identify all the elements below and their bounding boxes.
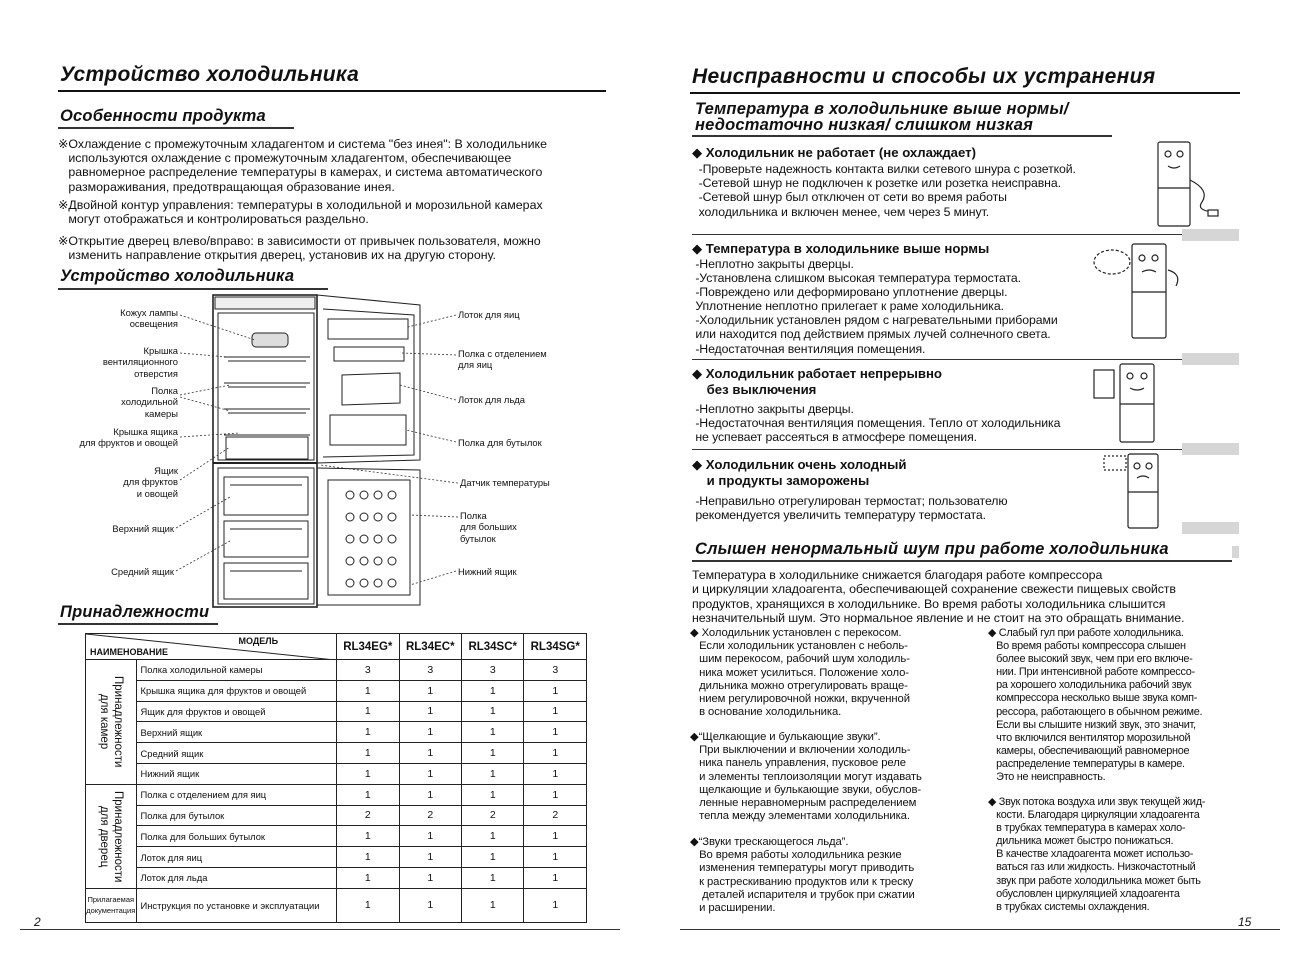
row-value: 1 [337, 743, 399, 764]
page-number-left: 2 [34, 915, 41, 929]
row-value: 2 [524, 805, 587, 826]
noise-item: ◆ Звук потока воздуха или звук текущей жид- кости. Благодаря циркуляции хладоагента в трубках температура в камерах холо- дильника может быстро понижаться. В качестве хладоагента может использо- ваться газ или жидкость. Низкочастотный звук при работе холодильника может быть обусловлен циркуляцией хладоагента в трубках системы охлаждения. [988, 796, 1206, 913]
group-label-cell [86, 660, 137, 785]
row-value: 1 [337, 847, 399, 868]
row-value: 1 [462, 867, 524, 888]
fridge-cold-illustration [1098, 450, 1178, 530]
noise-underline [692, 560, 1232, 562]
issue-body: -Неплотно закрыты дверцы. -Установлена слишком высокая температура термостата. -Повреждено или деформировано уплотнение дверцы. Уплотнение неплотно прилегает к раме холодильника. -Холодильник установлен рядом с нагревательными приборами или находится под действием прямых лучей солнечного света. -Недостаточная вентиляция помещения. [695, 257, 1058, 356]
noise-item: ◆ Холодильник установлен с перекосом. Если холодильник установлен с неболь- шим перекосом, рабочий шум холодиль- ника может усилиться. Положение холо- дильника можно отрегулировать враще- нием регулировочной ножки, вкрученной в основание холодильника. [690, 627, 910, 719]
label-bottle-shelf: Полка для бутылок [458, 437, 542, 448]
table-row [86, 701, 587, 722]
row-value: 1 [524, 763, 587, 784]
table-row [86, 784, 587, 805]
row-value: 3 [524, 660, 587, 681]
row-value: 1 [337, 722, 399, 743]
row-value: 2 [399, 805, 461, 826]
section-bar [1182, 522, 1239, 534]
label-crisper-cover: Крышка ящика для фруктов и овощей [79, 426, 178, 449]
row-value: 1 [337, 763, 399, 784]
label-big-bottle-shelf: Полка для больших бутылок [460, 510, 517, 544]
issue-body: -Неплотно закрыты дверцы. -Недостаточная вентиляция помещения. Тепло от холодильника не успевает рассеяться в атмосфере помещения. [695, 402, 1061, 445]
group-label: Прилагаемая документация [86, 888, 137, 922]
row-name: Лоток для льда [136, 867, 337, 888]
row-value: 3 [399, 660, 461, 681]
model-col-header: RL34SC* [462, 634, 524, 660]
group-label: Принадлежности для камер [97, 676, 124, 768]
accessories-heading: Принадлежности [60, 603, 210, 621]
label-middle-drawer: Средний ящик [111, 566, 174, 577]
row-value: 2 [462, 805, 524, 826]
fridge-unplugged-illustration [1140, 140, 1230, 230]
label-lamp-cover: Кожух лампы освещения [120, 307, 178, 330]
row-value: 1 [524, 722, 587, 743]
row-value: 1 [462, 784, 524, 805]
row-value: 1 [337, 680, 399, 701]
table-row [86, 660, 587, 681]
row-name: Полка холодильной камеры [136, 660, 337, 681]
row-value: 1 [524, 867, 587, 888]
temp-heading-underline [692, 135, 1112, 137]
row-value: 3 [337, 660, 399, 681]
row-value: 1 [524, 847, 587, 868]
section-bar [1182, 443, 1239, 455]
row-value: 1 [462, 680, 524, 701]
noise-item: ◆ Слабый гул при работе холодильника. Во время работы компрессора слышен более высокий звук, чем при его включе- нии. При интенсивной работе компрессо- ра хорошего холодильника рабочий звук компрессора несколько выше звука комп- рессора, работающего в обычном режиме. Если вы слышите низкий звук, это значит, что включился вентилятор морозильной камеры, обеспечивающий равномерное распределение температуры в камере. Это не неисправность. [988, 627, 1203, 784]
issue-heading: ◆ Холодильник не работает (не охлаждает) [692, 145, 977, 160]
row-name: Полка с отделением для яиц [136, 784, 337, 805]
row-value: 1 [462, 722, 524, 743]
model-col-header: RL34EC* [399, 634, 461, 660]
temp-heading-line1: Температура в холодильнике выше нормы/ [695, 100, 1069, 118]
row-value: 1 [524, 826, 587, 847]
features-heading: Особенности продукта [60, 107, 266, 125]
row-name: Полка для бутылок [136, 805, 337, 826]
section-divider [692, 234, 1182, 235]
model-col-header: RL34EG* [337, 634, 399, 660]
row-value: 1 [399, 847, 461, 868]
label-ice-tray: Лоток для льда [458, 394, 525, 405]
row-value: 1 [399, 888, 461, 922]
footer-line-left [20, 929, 620, 930]
row-value: 2 [337, 805, 399, 826]
issue-heading: ◆ Холодильник работает непрерывно без выключения [692, 366, 942, 397]
row-value: 1 [399, 826, 461, 847]
issue-body: -Неправильно отрегулирован термостат; пользователю рекомендуется увеличить температуру термостата. [695, 494, 1008, 523]
table-row [86, 722, 587, 743]
row-value: 1 [399, 867, 461, 888]
section-bar [1232, 546, 1239, 558]
row-value: 1 [337, 784, 399, 805]
row-value: 1 [524, 743, 587, 764]
row-value: 1 [399, 680, 461, 701]
table-row [86, 867, 587, 888]
row-value: 1 [462, 701, 524, 722]
table-row [86, 805, 587, 826]
label-bottom-drawer: Нижний ящик [458, 566, 517, 577]
table-corner-cell [86, 634, 337, 660]
row-value: 1 [462, 743, 524, 764]
title-underline [58, 90, 606, 92]
table-row [86, 680, 587, 701]
label-temp-sensor: Датчик температуры [460, 477, 550, 488]
feature-item: ※Охлаждение с промежуточным хладагентом и система "без инея": В холодильнике используются охлаждение с промежуточным хладагентом, обеспечивающее равномерное распределение температуры в камерах, и система автоматического размораживания, предотвращающая образование инея. [58, 137, 547, 194]
name-header: НАИМЕНОВАНИЕ [90, 647, 168, 657]
accessories-table [85, 633, 587, 923]
noise-intro: Температура в холодильнике снижается благодаря работе компрессора и циркуляции хладоагента, обеспечивающей сохранение свежести пищевых свойств продуктов, хранящихся в холодильнике. Во время работы холодильника слышится незначительный шум. Это нормальное явление и не стоит на это обращать внимание. [692, 568, 1185, 625]
fridge-hot-illustration [1092, 240, 1212, 340]
issue-heading: ◆ Холодильник очень холодный и продукты заморожены [692, 457, 907, 488]
device-heading: Устройство холодильника [60, 267, 295, 285]
feature-item: ※Двойной контур управления: температуры в холодильной и морозильной камерах могут отображаться и контролироваться раздельно. [58, 198, 543, 227]
row-value: 1 [462, 888, 524, 922]
row-value: 1 [399, 722, 461, 743]
table-row [86, 888, 587, 922]
model-header: МОДЕЛЬ [238, 636, 279, 646]
row-name: Полка для больших бутылок [136, 826, 337, 847]
group-label: Принадлежности для дверец [97, 790, 124, 882]
row-name: Лоток для яиц [136, 847, 337, 868]
group-label-cell [86, 784, 137, 888]
right-page-title: Неисправности и способы их устранения [692, 65, 1156, 88]
label-egg-shelf: Полка с отделением для яиц [458, 348, 547, 371]
noise-heading: Слышен ненормальный шум при работе холодильника [695, 540, 1169, 558]
row-name: Верхний ящик [136, 722, 337, 743]
row-value: 1 [399, 701, 461, 722]
row-value: 1 [462, 763, 524, 784]
fridge-diagram [170, 285, 470, 610]
row-value: 1 [524, 680, 587, 701]
row-value: 1 [462, 847, 524, 868]
row-name: Ящик для фруктов и овощей [136, 701, 337, 722]
row-name: Средний ящик [136, 743, 337, 764]
feature-item: ※Открытие дверец влево/вправо: в зависимости от привычек пользователя, можно изменить направление открытия дверец, установив их на другую сторону. [58, 234, 541, 263]
table-row [86, 826, 587, 847]
row-value: 3 [462, 660, 524, 681]
footer-line-right [680, 929, 1280, 930]
features-underline [58, 127, 294, 129]
noise-item: ◆“Щелкающие и булькающие звуки”. При выключении и включении холодиль- ника панель управления, пусковое реле и элементы теплоизоляции могут издавать щелкающие и булькающие звуки, обуслов- ленные неравномерным распределением тепла между элементами холодильника. [690, 731, 922, 823]
table-row [86, 763, 587, 784]
table-header-row [86, 634, 587, 660]
temp-heading-line2: недостаточно низкая/ слишком низкая [695, 116, 1034, 134]
row-name: Инструкция по установке и эксплуатации [136, 888, 337, 922]
label-crisper: Ящик для фруктов и овощей [123, 465, 178, 499]
label-vent-cover: Крышка вентиляционного отверстия [102, 345, 178, 379]
row-value: 1 [524, 784, 587, 805]
fridge-running-illustration [1092, 360, 1172, 444]
label-upper-drawer: Верхний ящик [112, 523, 174, 534]
row-value: 1 [337, 867, 399, 888]
row-value: 1 [524, 888, 587, 922]
issue-heading: ◆ Температура в холодильнике выше нормы [692, 241, 990, 256]
right-title-underline [690, 92, 1240, 94]
row-value: 1 [337, 826, 399, 847]
row-value: 1 [399, 784, 461, 805]
model-col-header: RL34SG* [524, 634, 587, 660]
row-name: Нижний ящик [136, 763, 337, 784]
label-egg-tray: Лоток для яиц [458, 309, 520, 320]
row-value: 1 [462, 826, 524, 847]
issue-body: -Проверьте надежность контакта вилки сетевого шнура с розеткой. -Сетевой шнур не подключен к розетке или розетка неисправна. -Сетевой шнур был отключен от сети во время работы холодильника и включен менее, чем через 5 минут. [698, 162, 1076, 219]
row-value: 1 [399, 763, 461, 784]
table-row [86, 743, 587, 764]
table-row [86, 847, 587, 868]
row-value: 1 [399, 743, 461, 764]
noise-item: ◆“Звуки трескающегося льда”. Во время работы холодильника резкие изменения температуры могут приводить к растрескиванию продуктов или к треску деталей испарителя и трубок при сжатии и расширении. [690, 836, 915, 915]
label-fridge-shelf: Полка холодильной камеры [121, 385, 178, 419]
row-value: 1 [524, 701, 587, 722]
row-name: Крышка ящика для фруктов и овощей [136, 680, 337, 701]
row-value: 1 [337, 888, 399, 922]
row-value: 1 [337, 701, 399, 722]
accessories-underline [58, 623, 218, 625]
left-page-title: Устройство холодильника [60, 63, 360, 86]
section-bar [1182, 353, 1239, 365]
page-number-right: 15 [1238, 915, 1252, 929]
